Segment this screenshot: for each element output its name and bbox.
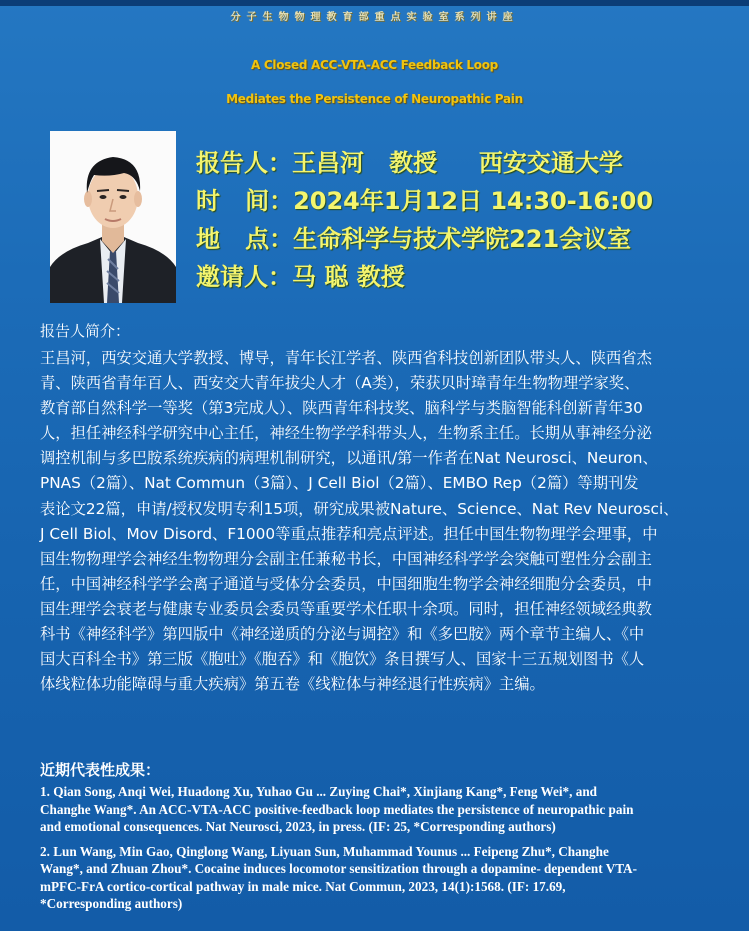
top-border [0,0,749,6]
speaker-value: 王昌河 教授 西安交通大学 [292,149,623,177]
publications-heading: 近期代表性成果： [40,761,161,779]
place-row [196,219,631,254]
bio-heading: 报告人简介： [40,322,131,340]
host-label: 邀请人： [196,263,292,291]
speaker-portrait-icon [50,131,176,303]
bio-line: 国大百科全书》第三版《胞吐》《胞吞》和《胞饮》条目撰写人、国家十三五规划图书《人 [40,650,645,669]
talk-title-line-2: Mediates the Persistence of Neuropathic Pain [226,92,523,106]
publication-line: 1. Qian Song, Anqi Wei, Huadong Xu, Yuhao Gu ... Zuying Chai*, Xinjiang Kang*, Feng Wei*, and [40,784,597,799]
publication-item [40,843,730,913]
publication-item [40,783,730,836]
publication-line: *Corresponding authors) [40,896,183,911]
place-value: 生命科学与技术学院221会议室 [293,225,632,253]
publications-list [40,783,730,920]
bio-line: 国生理学会衰老与健康专业委员会委员等重要学术任职十余项。同时，担任神经领域经典教 [40,599,652,618]
bio-line: 王昌河，西安交通大学教授、博导，青年长江学者、陕西省科技创新团队带头人、陕西省杰 [40,349,652,367]
publication-line: 2. Lun Wang, Min Gao, Qinglong Wang, Liyuan Sun, Muhammad Younus ... Feipeng Zhu*, Changhe [40,843,609,859]
bio-line: 任，中国神经科学学会离子通道与受体分会委员，中国细胞生物学会神经细胞分会委员，中 [40,574,652,593]
bio-line: PNAS（2篇）、Nat Commun（3篇）、J Cell Biol（2篇）、EMBO Rep（2篇）等期刊发 [40,474,639,493]
speaker-photo [50,131,176,303]
bio-line: 青、陕西省青年百人、西安交大青年拔尖人才（A类），荣获贝时璋青年生物物理学家奖、 [40,374,640,393]
bio-line: 科书《神经科学》第四版中《神经递质的分泌与调控》和《多巴胺》两个章节主编人、《中 [40,625,645,644]
place-label: 地 点： [196,225,294,253]
publication-line: Wang*, and Zhuan Zhou*. Cocaine induces locomotor sensitization through a dopamine- dependent VTA- [40,861,637,876]
bio-line: 国生物物理学会神经生物物理分会副主任兼秘书长，中国神经科学学会突触可塑性分会副主 [40,549,652,568]
publication-line: mPFC-FrA cortico-cortical pathway in male mice. Nat Commun, 2023, 14(1):1568. (IF: 17.69, [40,878,566,894]
bio-line: 教育部自然科学一等奖（第3完成人）、陕西青年科技奖、脑科学与类脑智能科创新青年30 [40,399,643,418]
bio-line: 人，担任神经科学研究中心主任，神经生物学学科带头人，生物系主任。长期从事神经分泌 [40,424,652,443]
host-row [196,257,405,292]
bio-line: 表论文22篇，申请/授权发明专利15项，研究成果被Nature、Science、Nat Rev Neurosci、 [40,499,679,518]
bio-line: 调控机制与多巴胺系统疾病的病理机制研究，以通讯/第一作者在Nat Neurosci、Neuron、 [40,449,658,468]
speaker-label: 报告人： [196,149,292,177]
publication-line: and emotional consequences. Nat Neurosci, 2023, in press. (IF: 25, *Corresponding authors) [40,819,556,834]
publication-line: Changhe Wang*. An ACC-VTA-ACC positive-feedback loop mediates the persistence of neuropathic pain [40,801,634,817]
time-value: 2024年1月12日 14:30-16:00 [293,187,654,215]
bio-line: J Cell Biol、Mov Disord、F1000等重点推荐和亮点评述。担任中国生物物理学会理事，中 [40,524,658,543]
lecture-series-title: 分子生物物理教育部重点实验室系列讲座 [230,12,519,23]
talk-title-line-1: A Closed ACC-VTA-ACC Feedback Loop [251,58,498,72]
bio-line: 体线粒体功能障碍与重大疾病》第五卷《线粒体与神经退行性疾病》主编。 [40,675,545,694]
bio-text [40,346,730,697]
time-label: 时 间： [196,187,294,215]
speaker-row [196,143,623,178]
time-row [196,181,653,216]
host-value: 马 聪 教授 [292,263,405,291]
